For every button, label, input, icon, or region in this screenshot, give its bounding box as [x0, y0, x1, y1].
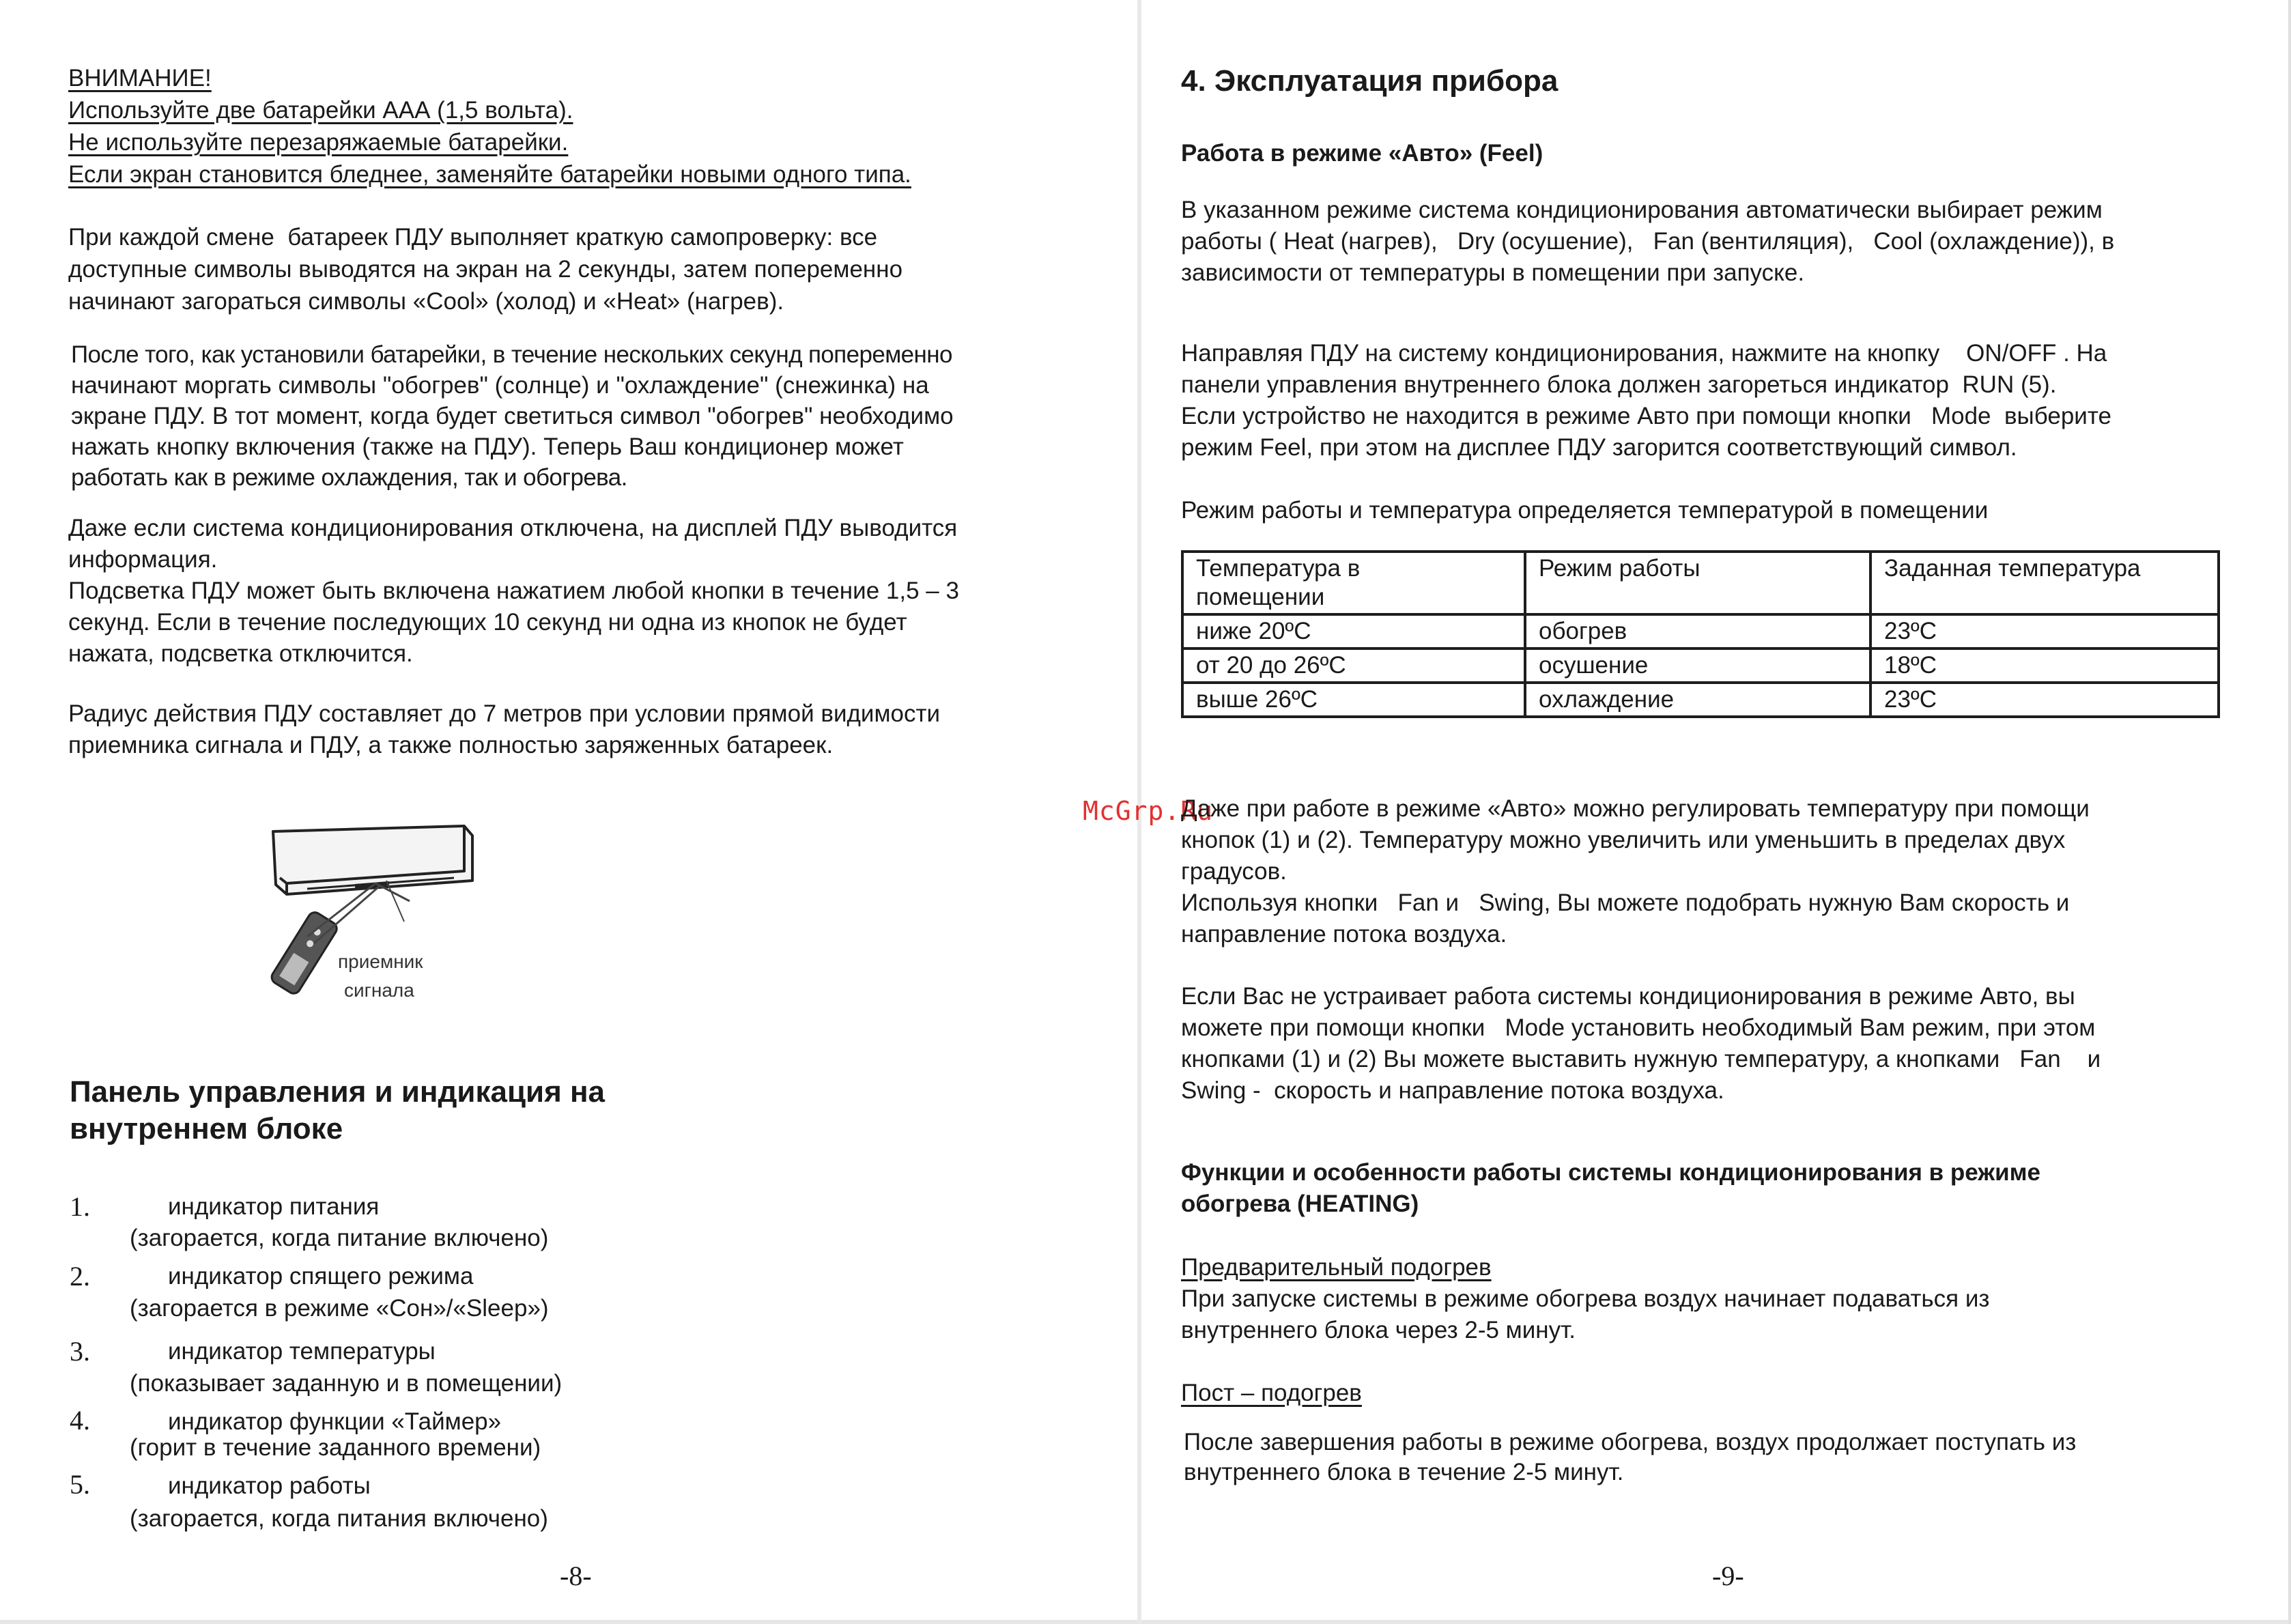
- display-line-2: информация.: [68, 546, 218, 573]
- onoff-line-2: панели управления внутреннего блока должен загореться индикатор RUN (5).: [1181, 371, 2057, 398]
- adjust-line-3: градусов.: [1181, 858, 1287, 885]
- adjust-line-5: направление потока воздуха.: [1181, 921, 1507, 948]
- table-header-cell: Режим работы: [1525, 552, 1870, 614]
- auto-line-2: работы ( Heat (нагрев), Dry (осушение), Fan (вентиляция), Cool (охлаждение)), в: [1181, 228, 2115, 255]
- table-row: [1182, 649, 2219, 683]
- indicator-4-title: индикатор функции «Таймер»: [168, 1408, 502, 1435]
- blink-line-4: нажать кнопку включения (также на ПДУ). Теперь Ваш кондиционер может: [71, 433, 904, 460]
- heating-heading-line-1: Функции и особенности работы системы кондиционирования в режиме: [1181, 1159, 2040, 1186]
- warning-line-1: Используйте две батарейки ААА (1,5 вольта).: [68, 97, 573, 124]
- panel-heading-line-1: Панель управления и индикация на: [70, 1075, 606, 1109]
- indicator-3-desc: (показывает заданную и в помещении): [130, 1370, 563, 1397]
- heating-heading-line-2: обогрева (HEATING): [1181, 1191, 1419, 1217]
- ac-remote-illustration: [259, 812, 492, 1010]
- warning-line-3: Если экран становится бледнее, заменяйте батарейки новыми одного типа.: [68, 161, 911, 188]
- display-line-4: секунд. Если в течение последующих 10 секунд ни одна из кнопок не будет: [68, 609, 907, 636]
- indicator-3-number: 3.: [70, 1336, 90, 1367]
- page-number-left: -8-: [560, 1561, 592, 1591]
- indicator-4-desc: (горит в течение заданного времени): [130, 1434, 541, 1461]
- watermark: McGrp.Ru: [1083, 796, 1214, 826]
- table-cell: 18ºС: [1870, 649, 2219, 683]
- auto-line-1: В указанном режиме система кондиционирования автоматически выбирает режим: [1181, 197, 2103, 223]
- onoff-line-1: Направляя ПДУ на систему кондиционирования, нажмите на кнопку ON/OFF . На: [1181, 340, 2107, 367]
- section-heading: 4. Эксплуатация прибора: [1181, 64, 1559, 98]
- manual-line-2: можете при помощи кнопки Mode установить необходимый Вам режим, при этом: [1181, 1014, 2096, 1041]
- adjust-line-1: Даже при работе в режиме «Авто» можно регулировать температуру при помощи: [1181, 795, 2090, 822]
- table-cell: обогрев: [1525, 614, 1870, 649]
- table-cell: 23ºС: [1870, 614, 2219, 649]
- manual-line-4: Swing - скорость и направление потока воздуха.: [1181, 1077, 1724, 1104]
- manual-line-3: кнопками (1) и (2) Вы можете выставить нужную температуру, а кнопками Fan и: [1181, 1046, 2101, 1072]
- indicator-5-desc: (загорается, когда питания включено): [130, 1505, 548, 1532]
- indicator-1-desc: (загорается, когда питание включено): [130, 1225, 549, 1251]
- adjust-line-2: кнопок (1) и (2). Температуру можно увеличить или уменьшить в пределах двух: [1181, 827, 2066, 853]
- table-cell: охлаждение: [1525, 683, 1870, 717]
- display-line-5: нажата, подсветка отключится.: [68, 640, 413, 667]
- indicator-2-number: 2.: [70, 1261, 90, 1292]
- selftest-line-1: При каждой смене батареек ПДУ выполняет краткую самопроверку: все: [68, 224, 878, 251]
- blink-line-2: начинают моргать символы "обогрев" (солнце) и "охлаждение" (снежинка) на: [71, 372, 929, 399]
- illustration-label-line-1: приемник: [338, 951, 423, 972]
- warning-line-2: Не используйте перезаряжаемые батарейки.: [68, 129, 569, 156]
- illustration-label-line-2: сигнала: [344, 980, 414, 1001]
- panel-heading-line-2: внутреннем блоке: [70, 1112, 343, 1145]
- page-number-right: -9-: [1712, 1561, 1744, 1591]
- page-bottom-rule: [1141, 1620, 2288, 1624]
- indicator-2-desc: (загорается в режиме «Сон»/«Sleep»): [130, 1295, 549, 1322]
- indicator-4-number: 4.: [70, 1405, 90, 1436]
- blink-line-5: работать как в режиме охлаждения, так и обогрева.: [71, 464, 627, 491]
- preheat-line-2: внутреннего блока через 2-5 минут.: [1181, 1317, 1576, 1343]
- indicator-1-number: 1.: [70, 1191, 90, 1222]
- preheat-line-1: При запуске системы в режиме обогрева воздух начинает подаваться из: [1181, 1285, 1990, 1312]
- indicator-1-title: индикатор питания: [168, 1193, 380, 1220]
- table-cell: 23ºС: [1870, 683, 2219, 717]
- left-page: [0, 0, 1141, 1624]
- onoff-line-4: режим Feel, при этом на дисплее ПДУ загорится соответствующий символ.: [1181, 434, 2017, 461]
- postheat-line-1: После завершения работы в режиме обогрева, воздух продолжает поступать из: [1184, 1429, 2077, 1455]
- postheat-line-2: внутреннего блока в течение 2-5 минут.: [1184, 1459, 1624, 1485]
- blink-line-1: После того, как установили батарейки, в течение нескольких секунд попеременно: [71, 341, 952, 368]
- table-cell: ниже 20ºС: [1182, 614, 1525, 649]
- table-row: [1182, 614, 2219, 649]
- table-header-cell: Заданная температура: [1870, 552, 2219, 614]
- table-caption: Режим работы и температура определяется температурой в помещении: [1181, 497, 1989, 524]
- table-cell: от 20 до 26ºС: [1182, 649, 1525, 683]
- auto-mode-heading: Работа в режиме «Авто» (Feel): [1181, 140, 1543, 167]
- preheat-title: Предварительный подогрев: [1181, 1254, 1492, 1281]
- auto-line-3: зависимости от температуры в помещении при запуске.: [1181, 259, 1805, 286]
- display-line-1: Даже если система кондиционирования отключена, на дисплей ПДУ выводится: [68, 515, 958, 541]
- indicator-2-title: индикатор спящего режима: [168, 1263, 474, 1290]
- table-cell: осушение: [1525, 649, 1870, 683]
- table-row: [1182, 683, 2219, 717]
- blink-line-3: экране ПДУ. В тот момент, когда будет светиться символ "обогрев" необходимо: [71, 403, 954, 429]
- adjust-line-4: Используя кнопки Fan и Swing, Вы можете подобрать нужную Вам скорость и: [1181, 889, 2070, 916]
- indicator-5-number: 5.: [70, 1469, 90, 1500]
- postheat-title: Пост – подогрев: [1181, 1380, 1362, 1406]
- selftest-line-3: начинают загораться символы «Cool» (холод) и «Heat» (нагрев).: [68, 288, 784, 315]
- manual-line-1: Если Вас не устраивает работа системы кондиционирования в режиме Авто, вы: [1181, 983, 2075, 1010]
- table-cell: выше 26ºС: [1182, 683, 1525, 717]
- auto-mode-table: [1181, 550, 2220, 718]
- range-line-2: приемника сигнала и ПДУ, а также полностью заряженных батареек.: [68, 732, 834, 758]
- page-bottom-rule: [0, 1620, 1137, 1624]
- indicator-3-title: индикатор температуры: [168, 1338, 436, 1365]
- warning-title: ВНИМАНИЕ!: [68, 65, 212, 91]
- table-header-row: [1182, 552, 2219, 614]
- selftest-line-2: доступные символы выводятся на экран на 2 секунды, затем попеременно: [68, 256, 903, 283]
- table-header-cell: Температура в помещении: [1182, 552, 1525, 614]
- indicator-5-title: индикатор работы: [168, 1472, 371, 1499]
- display-line-3: Подсветка ПДУ может быть включена нажатием любой кнопки в течение 1,5 – 3: [68, 578, 959, 604]
- range-line-1: Радиус действия ПДУ составляет до 7 метров при условии прямой видимости: [68, 700, 941, 727]
- onoff-line-3: Если устройство не находится в режиме Авто при помощи кнопки Mode выберите: [1181, 403, 2111, 429]
